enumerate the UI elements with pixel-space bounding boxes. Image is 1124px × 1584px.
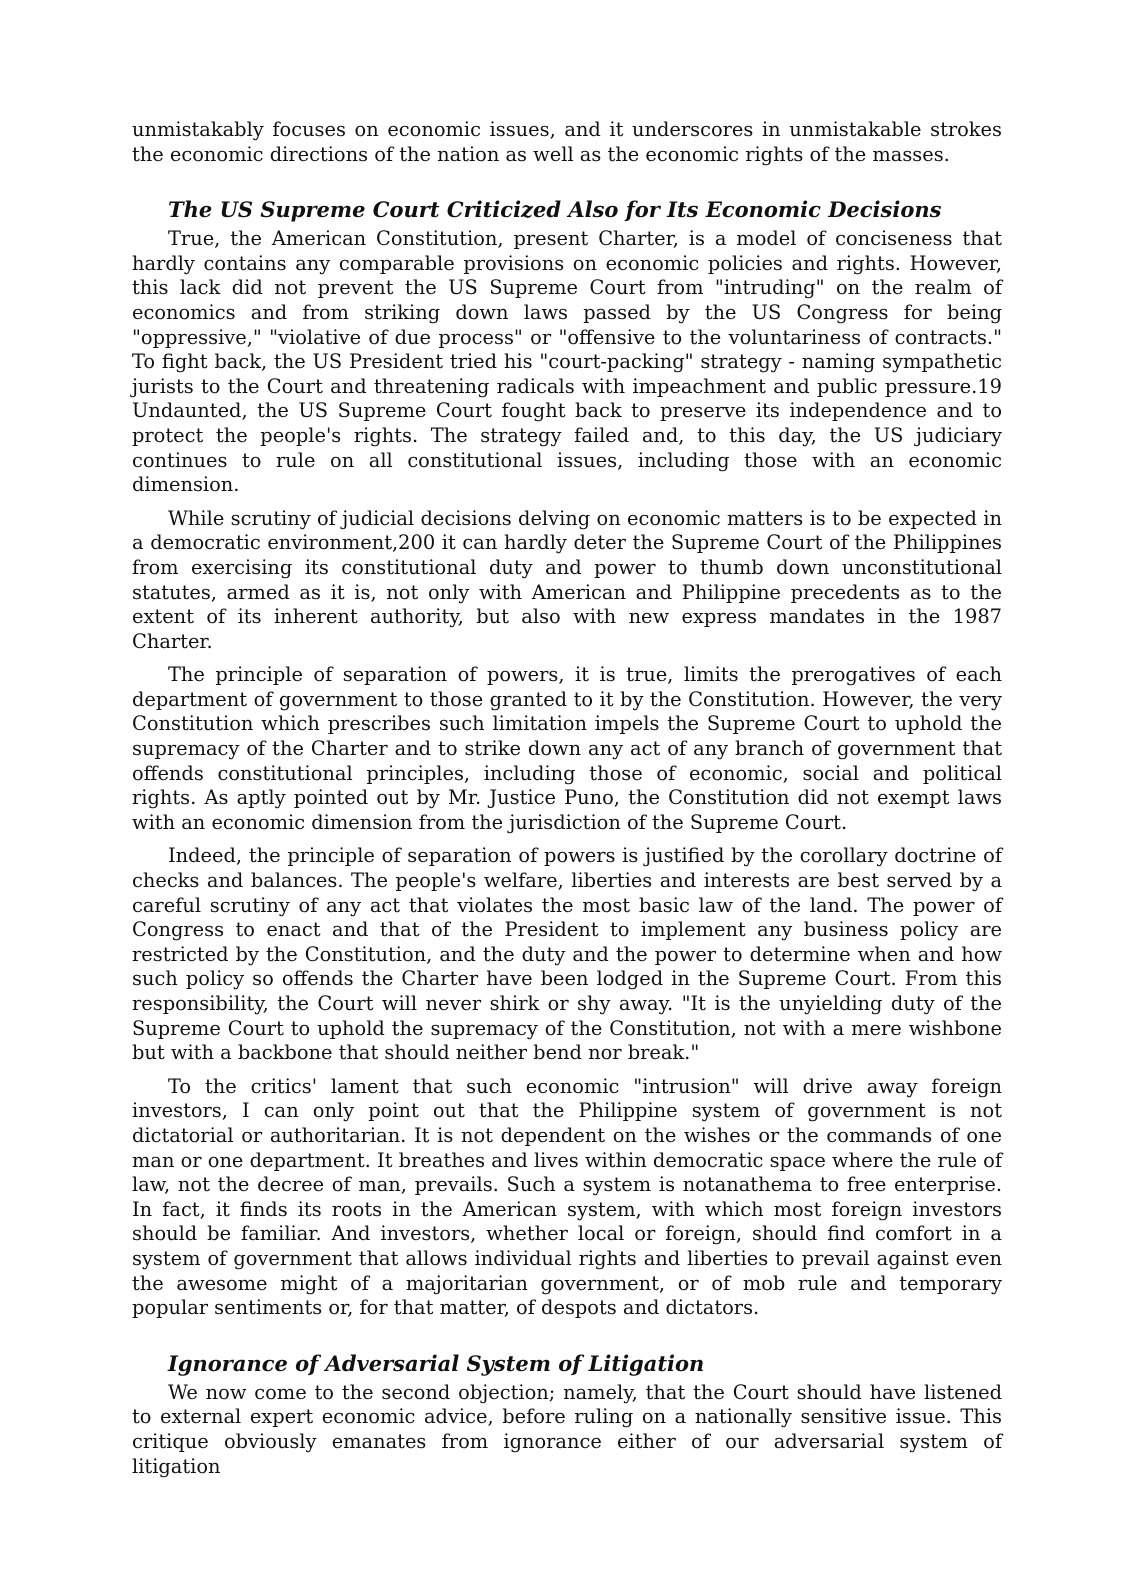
- section-adversarial-system: [132, 1351, 1002, 1479]
- section-heading: The US Supreme Court Criticized Also for Its Economic Decisions: [168, 197, 942, 223]
- section-heading: Ignorance of Adversarial System of Litigation: [168, 1350, 705, 1376]
- section-us-supreme-court: [132, 197, 1002, 1321]
- intro-paragraph: unmistakably focuses on economic issues, and it underscores in unmistakable strokes the economic directions of the nation as well as the economic rights of the masses.: [132, 118, 1002, 166]
- body-paragraph: We now come to the second objection; namely, that the Court should have listened to external expert economic advice, before ruling on a nationally sensitive issue. This critique obviously emanates from ignorance either of our adversarial system of litigation: [132, 1380, 1002, 1478]
- body-paragraph: While scrutiny of judicial decisions delving on economic matters is to be expected in a democratic environment,200 it can hardly deter the Supreme Court of the Philippines from exercising its constitutional duty and power to thumb down unconstitutional statutes, armed as it is, not only with American and Philippine precedents as to the extent of its inherent authority, but also with new express mandates in the 1987 Charter.: [132, 506, 1002, 653]
- body-paragraph: Indeed, the principle of separation of powers is justified by the corollary doctrine of checks and balances. The people's welfare, liberties and interests are best served by a careful scrutiny of any act that violates the most basic law of the land. The power of Congress to enact and that of the President to implement any business policy are restricted by the Constitution, and the duty and the power to determine when and how such policy so offends the Charter have been lodged in the Supreme Court. From this responsibility, the Court will never shirk or shy away. "It is the unyielding duty of the Supreme Court to uphold the supremacy of the Constitution, not with a mere wishbone but with a backbone that should neither bend nor break.": [132, 844, 1002, 1065]
- body-paragraph: To the critics' lament that such economic "intrusion" will drive away foreign investors, I can only point out that the Philippine system of government is not dictatorial or authoritarian. It is not dependent on the wishes or the commands of one man or one department. It breathes and lives within democratic space where the rule of law, not the decree of man, prevails. Such a system is notanathema to free enterprise. In fact, it finds its roots in the American system, with which most foreign investors should be familiar. And investors, whether local or foreign, should find comfort in a system of government that allows individual rights and liberties to prevail against even the awesome might of a majoritarian government, or of mob rule and temporary popular sentiments or, for that matter, of despots and dictators.: [132, 1074, 1002, 1320]
- body-paragraph: True, the American Constitution, present Charter, is a model of conciseness that hardly contains any comparable provisions on economic policies and rights. However, this lack did not prevent the US Supreme Court from "intruding" on the realm of economics and from striking down laws passed by the US Congress for being "oppressive," "violative of due process" or "offensive to the voluntariness of contracts." To fight back, the US President tried his "court-packing" strategy - naming sympathetic jurists to the Court and threatening radicals with impeachment and public pressure.19 Undaunted, the US Supreme Court fought back to preserve its independence and to protect the people's rights. The strategy failed and, to this day, the US judiciary continues to rule on all constitutional issues, including those with an economic dimension.: [132, 227, 1002, 497]
- body-paragraph: The principle of separation of powers, it is true, limits the prerogatives of each department of government to those granted to it by the Constitution. However, the very Constitution which prescribes such limitation impels the Supreme Court to uphold the supremacy of the Charter and to strike down any act of any branch of government that offends constitutional principles, including those of economic, social and political rights. As aptly pointed out by Mr. Justice Puno, the Constitution did not exempt laws with an economic dimension from the jurisdiction of the Supreme Court.: [132, 663, 1002, 834]
